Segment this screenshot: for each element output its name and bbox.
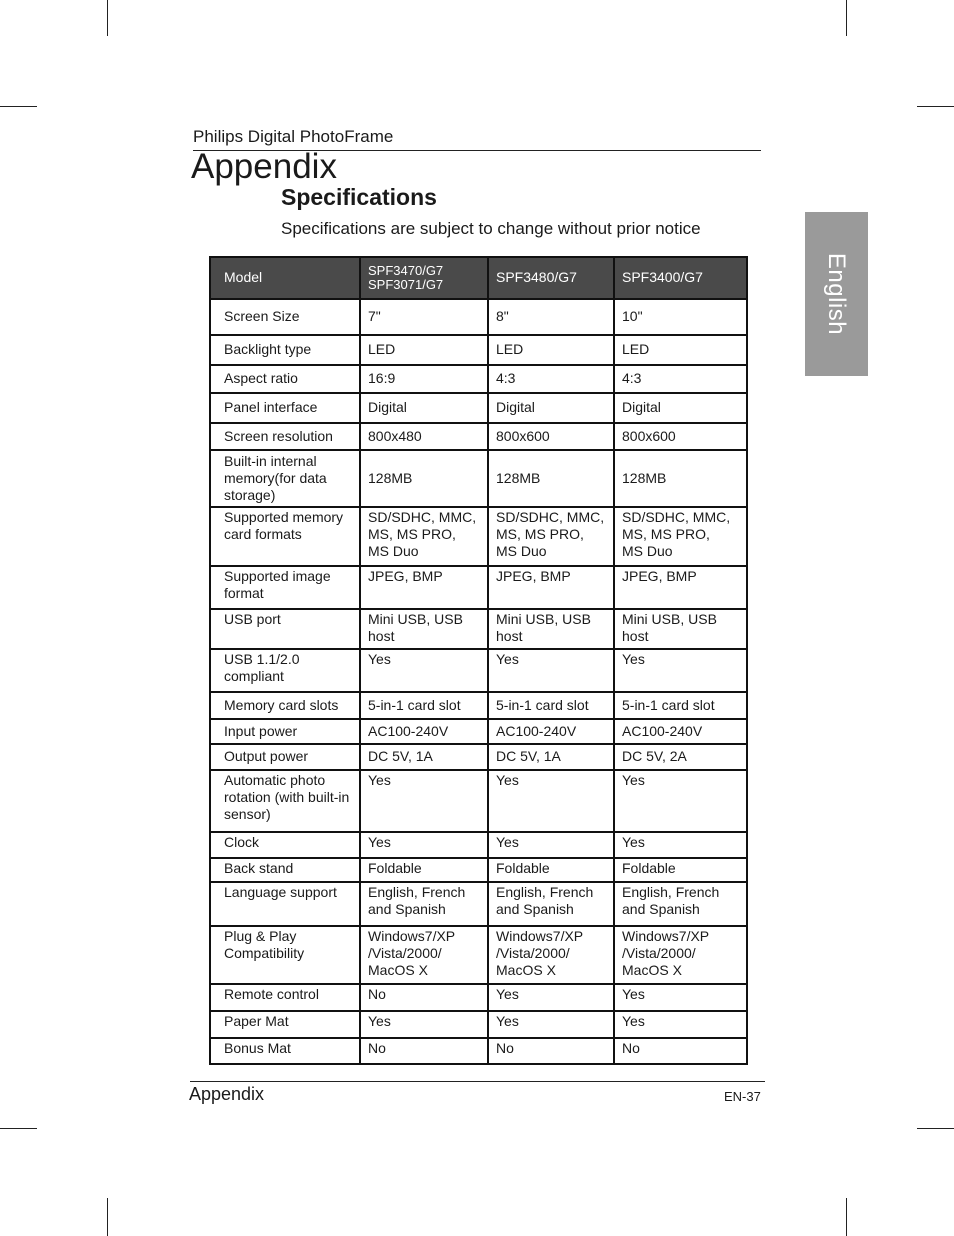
crop-mark: [846, 1198, 847, 1236]
crop-mark: [107, 1198, 108, 1236]
spec-value-cell: AC100-240V: [360, 719, 488, 744]
table-row: [210, 393, 747, 423]
crop-mark: [0, 1128, 37, 1129]
column-header-spf3480: SPF3480/G7: [488, 257, 614, 299]
crop-mark: [917, 1128, 954, 1129]
spec-value-cell: DC 5V, 1A: [488, 744, 614, 770]
table-row: [210, 858, 747, 882]
table-row: [210, 926, 747, 984]
footer-rule: [190, 1081, 765, 1082]
spec-value-cell: Yes: [360, 770, 488, 832]
spec-value-cell: English, French and Spanish: [614, 882, 747, 926]
spec-value-cell: Yes: [488, 1011, 614, 1038]
table-row: [210, 566, 747, 609]
spec-value-cell: Yes: [488, 770, 614, 832]
spec-label-cell: Supported image format: [210, 566, 360, 609]
spec-value-cell: LED: [614, 335, 747, 365]
spec-label-cell: Supported memory card formats: [210, 507, 360, 566]
spec-value-cell: 8": [488, 299, 614, 335]
spec-value-cell: Yes: [614, 1011, 747, 1038]
spec-label-cell: Plug & Play Compatibility: [210, 926, 360, 984]
spec-value-cell: 800x600: [614, 423, 747, 450]
spec-value-cell: Yes: [488, 649, 614, 692]
spec-value-cell: DC 5V, 1A: [360, 744, 488, 770]
spec-value-cell: JPEG, BMP: [614, 566, 747, 609]
table-row: [210, 832, 747, 858]
table-row: [210, 770, 747, 832]
spec-value-cell: Mini USB, USB host: [488, 609, 614, 649]
spec-label-cell: Screen Size: [210, 299, 360, 335]
spec-value-cell: No: [488, 1038, 614, 1064]
spec-label-cell: Remote control: [210, 984, 360, 1011]
spec-value-cell: 5-in-1 card slot: [360, 692, 488, 719]
spec-value-cell: 5-in-1 card slot: [614, 692, 747, 719]
page-number: EN-37: [724, 1089, 761, 1104]
spec-value-cell: DC 5V, 2A: [614, 744, 747, 770]
spec-value-cell: Yes: [488, 984, 614, 1011]
spec-value-cell: 7": [360, 299, 488, 335]
spec-value-cell: Yes: [488, 832, 614, 858]
spec-value-cell: Digital: [488, 393, 614, 423]
spec-label-cell: Input power: [210, 719, 360, 744]
spec-value-cell: English, French and Spanish: [488, 882, 614, 926]
table-row: [210, 882, 747, 926]
spec-value-cell: No: [360, 984, 488, 1011]
table-row: [210, 423, 747, 450]
spec-value-cell: Windows7/XP /Vista/2000/ MacOS X: [614, 926, 747, 984]
header-brand: Philips Digital PhotoFrame: [193, 127, 394, 146]
spec-value-cell: AC100-240V: [488, 719, 614, 744]
spec-value-cell: Yes: [360, 1011, 488, 1038]
table-row: [210, 450, 747, 507]
crop-mark: [846, 0, 847, 36]
spec-label-cell: Built-in internal memory(for data storage): [210, 450, 360, 507]
page-title: Appendix: [191, 147, 337, 186]
section-note: Specifications are subject to change without prior notice: [281, 219, 701, 238]
spec-table-header-row: [210, 257, 747, 299]
spec-label-cell: Clock: [210, 832, 360, 858]
table-row: [210, 609, 747, 649]
spec-value-cell: Windows7/XP /Vista/2000/ MacOS X: [360, 926, 488, 984]
section-title: Specifications: [281, 184, 437, 210]
table-row: [210, 1038, 747, 1064]
spec-value-cell: LED: [360, 335, 488, 365]
table-row: [210, 649, 747, 692]
spec-value-cell: JPEG, BMP: [488, 566, 614, 609]
spec-value-cell: 128MB: [614, 450, 747, 507]
spec-value-cell: 128MB: [360, 450, 488, 507]
spec-value-cell: Yes: [360, 649, 488, 692]
spec-label-cell: Paper Mat: [210, 1011, 360, 1038]
spec-value-cell: Digital: [614, 393, 747, 423]
column-header-spf3470: SPF3470/G7 SPF3071/G7: [360, 257, 488, 299]
spec-label-cell: Aspect ratio: [210, 365, 360, 393]
spec-value-cell: Yes: [614, 770, 747, 832]
spec-value-cell: 10": [614, 299, 747, 335]
spec-label-cell: USB port: [210, 609, 360, 649]
spec-value-cell: 16:9: [360, 365, 488, 393]
table-row: [210, 507, 747, 566]
crop-mark: [917, 106, 954, 107]
language-tab: [805, 212, 868, 376]
spec-value-cell: SD/SDHC, MMC, MS, MS PRO, MS Duo: [360, 507, 488, 566]
spec-value-cell: SD/SDHC, MMC, MS, MS PRO, MS Duo: [488, 507, 614, 566]
spec-value-cell: Foldable: [488, 858, 614, 882]
language-tab-label: English: [823, 252, 851, 336]
column-header-spf3400: SPF3400/G7: [614, 257, 747, 299]
spec-value-cell: Foldable: [614, 858, 747, 882]
spec-label-cell: Back stand: [210, 858, 360, 882]
spec-value-cell: 128MB: [488, 450, 614, 507]
spec-value-cell: Foldable: [360, 858, 488, 882]
spec-value-cell: SD/SDHC, MMC, MS, MS PRO, MS Duo: [614, 507, 747, 566]
spec-value-cell: 800x600: [488, 423, 614, 450]
table-row: [210, 1011, 747, 1038]
column-header-model: Model: [210, 257, 360, 299]
spec-value-cell: 5-in-1 card slot: [488, 692, 614, 719]
spec-label-cell: USB 1.1/2.0 compliant: [210, 649, 360, 692]
spec-value-cell: Yes: [614, 984, 747, 1011]
spec-value-cell: Mini USB, USB host: [360, 609, 488, 649]
table-row: [210, 365, 747, 393]
spec-value-cell: LED: [488, 335, 614, 365]
spec-value-cell: English, French and Spanish: [360, 882, 488, 926]
crop-mark: [107, 0, 108, 36]
spec-value-cell: Windows7/XP /Vista/2000/ MacOS X: [488, 926, 614, 984]
spec-value-cell: Yes: [614, 832, 747, 858]
spec-value-cell: No: [360, 1038, 488, 1064]
spec-value-cell: Mini USB, USB host: [614, 609, 747, 649]
spec-label-cell: Bonus Mat: [210, 1038, 360, 1064]
spec-value-cell: JPEG, BMP: [360, 566, 488, 609]
spec-value-cell: Yes: [360, 832, 488, 858]
spec-label-cell: Automatic photo rotation (with built-in sensor): [210, 770, 360, 832]
footer-label: Appendix: [189, 1084, 265, 1104]
spec-label-cell: Backlight type: [210, 335, 360, 365]
table-row: [210, 335, 747, 365]
table-row: [210, 692, 747, 719]
spec-value-cell: AC100-240V: [614, 719, 747, 744]
table-row: [210, 299, 747, 335]
spec-value-cell: Yes: [614, 649, 747, 692]
spec-value-cell: No: [614, 1038, 747, 1064]
table-row: [210, 719, 747, 744]
spec-table: [209, 256, 748, 1065]
spec-value-cell: 4:3: [488, 365, 614, 393]
spec-value-cell: 4:3: [614, 365, 747, 393]
table-row: [210, 984, 747, 1011]
table-row: [210, 744, 747, 770]
spec-label-cell: Language support: [210, 882, 360, 926]
spec-label-cell: Memory card slots: [210, 692, 360, 719]
spec-value-cell: Digital: [360, 393, 488, 423]
spec-value-cell: 800x480: [360, 423, 488, 450]
spec-label-cell: Screen resolution: [210, 423, 360, 450]
spec-label-cell: Output power: [210, 744, 360, 770]
crop-mark: [0, 106, 37, 107]
spec-label-cell: Panel interface: [210, 393, 360, 423]
